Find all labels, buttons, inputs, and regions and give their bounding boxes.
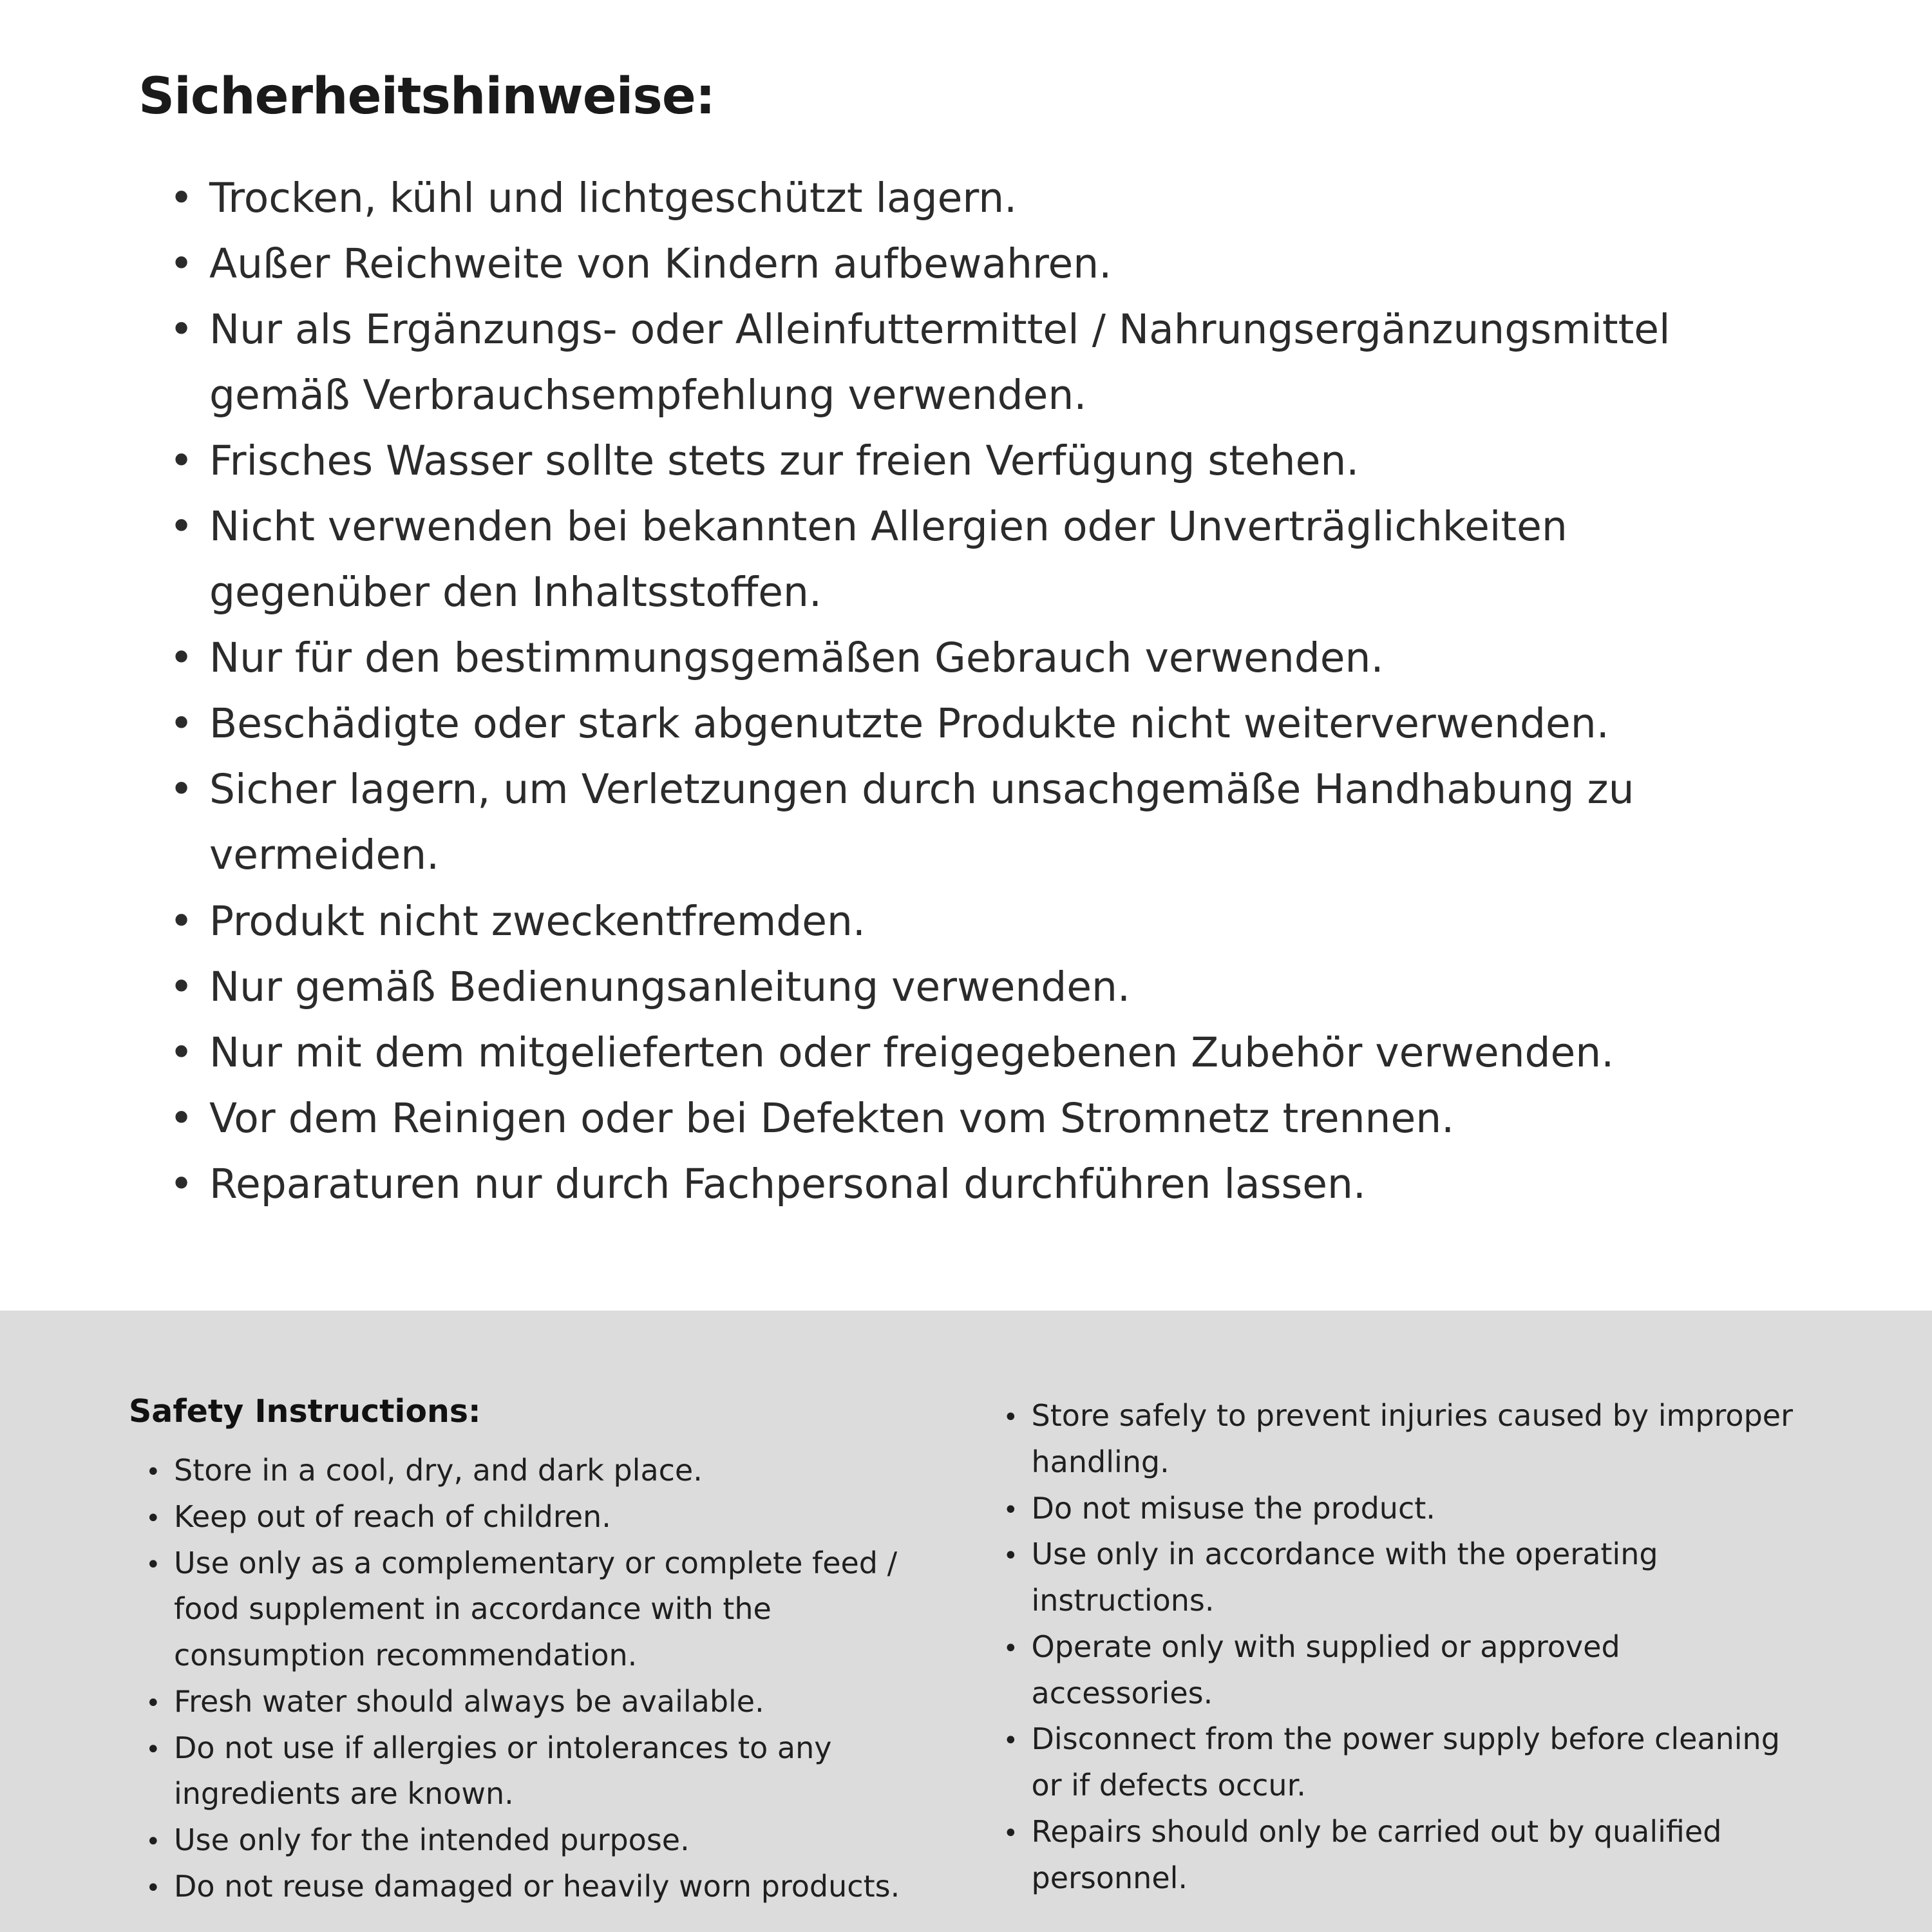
list-item: • Produkt nicht zweckentfremden. xyxy=(169,889,1794,954)
list-item: • Operate only with supplied or approved accessories. xyxy=(1003,1624,1810,1717)
list-item: • Nicht verwenden bei bekannten Allergien oder Unverträglichkeiten gegenüber den Inhaltsstoffen. xyxy=(169,494,1794,625)
list-item: • Store safely to prevent injuries caused by improper handling. xyxy=(1003,1393,1810,1486)
list-item: • Nur mit dem mitgelieferten oder freigegebenen Zubehör verwenden. xyxy=(169,1020,1794,1086)
list-item: • Do not use if allergies or intolerances to any ingredients are known. xyxy=(146,1725,936,1818)
list-item: • Beschädigte oder stark abgenutzte Produkte nicht weiterverwenden. xyxy=(169,691,1794,757)
list-item: • Vor dem Reinigen oder bei Defekten vom Stromnetz trennen. xyxy=(169,1086,1794,1151)
list-item: • Use only in accordance with the operating instructions. xyxy=(1003,1531,1810,1624)
list-item: • Sicher lagern, um Verletzungen durch unsachgemäße Handhabung zu vermeiden. xyxy=(169,757,1794,888)
list-item: • Store in a cool, dry, and dark place. xyxy=(146,1448,936,1494)
list-item: • Use only for the intended purpose. xyxy=(146,1817,936,1864)
english-safety-list-right xyxy=(1003,1393,1810,1901)
list-item: • Frisches Wasser sollte stets zur freien Verfügung stehen. xyxy=(169,428,1794,494)
english-safety-list-left xyxy=(129,1448,936,1910)
list-item: • Nur für den bestimmungsgemäßen Gebrauch verwenden. xyxy=(169,625,1794,691)
english-left-column xyxy=(129,1393,936,1910)
list-item: • Nur gemäß Bedienungsanleitung verwenden. xyxy=(169,954,1794,1020)
list-item: • Fresh water should always be available. xyxy=(146,1679,936,1725)
english-safety-section xyxy=(0,1311,1932,1932)
german-section-title: Sicherheitshinweise: xyxy=(138,68,715,126)
list-item: • Keep out of reach of children. xyxy=(146,1494,936,1540)
list-item: • Use only as a complementary or complete feed / food supplement in accordance with the consumption recommendation. xyxy=(146,1540,936,1679)
list-item: • Außer Reichweite von Kindern aufbewahren. xyxy=(169,231,1794,297)
list-item: • Do not reuse damaged or heavily worn products. xyxy=(146,1864,936,1910)
list-item: • Repairs should only be carried out by qualified personnel. xyxy=(1003,1809,1810,1902)
german-safety-list xyxy=(138,166,1794,1217)
list-item: • Trocken, kühl und lichtgeschützt lagern. xyxy=(169,166,1794,231)
english-right-column xyxy=(1003,1393,1810,1901)
list-item: • Disconnect from the power supply before cleaning or if defects occur. xyxy=(1003,1716,1810,1809)
list-item: • Reparaturen nur durch Fachpersonal durchführen lassen. xyxy=(169,1151,1794,1217)
list-item: • Do not misuse the product. xyxy=(1003,1486,1810,1532)
english-section-title: Safety Instructions: xyxy=(129,1393,481,1430)
list-item: • Nur als Ergänzungs- oder Alleinfuttermittel / Nahrungsergänzungsmittel gemäß Verbrauchsempfehlung verwenden. xyxy=(169,297,1794,428)
